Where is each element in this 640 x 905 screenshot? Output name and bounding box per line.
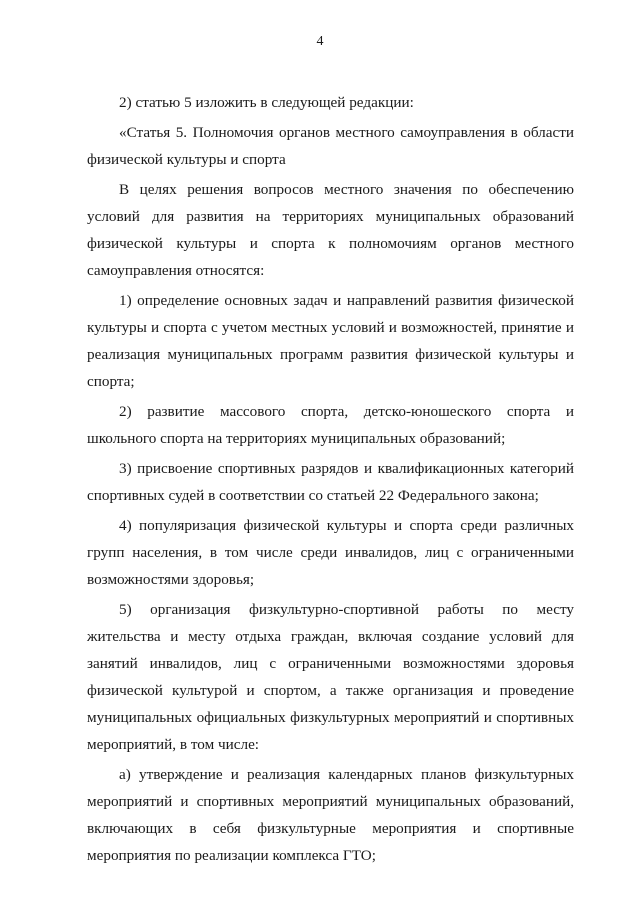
list-item-1: 1) определение основных задач и направлений развития физической культуры и спорта с учетом местных условий и возможностей, принятие и реализация муниципальных программ развития физической культуры и спорта; bbox=[87, 292, 574, 390]
page-number: 4 bbox=[316, 34, 324, 49]
list-item-4: 4) популяризация физической культуры и спорта среди различных групп населения, в том числе среди инвалидов, лиц с ограниченными возможностями здоровья; bbox=[87, 517, 574, 588]
paragraph-preamble: В целях решения вопросов местного значения по обеспечению условий для развития на территориях муниципальных образований физической культуры и спорта к полномочиям органов местного самоуправления относятся: bbox=[87, 181, 574, 279]
list-item-3: 3) присвоение спортивных разрядов и квалификационных категорий спортивных судей в соответствии со статьей 22 Федерального закона; bbox=[87, 460, 574, 504]
list-item-5: 5) организация физкультурно-спортивной работы по месту жительства и месту отдыха граждан, включая создание условий для занятий инвалидов, лиц с ограниченными возможностями здоровья физической культурой и спортом, а также организация и проведение муниципальных официальных физкультурных мероприятий и спортивных мероприятий, в том числе: bbox=[87, 601, 574, 753]
list-item-2: 2) развитие массового спорта, детско-юношеского спорта и школьного спорта на территориях муниципальных образований; bbox=[87, 403, 574, 447]
paragraph-article-title: «Статья 5. Полномочия органов местного самоуправления в области физической культуры и спорта bbox=[87, 124, 574, 168]
document-body bbox=[87, 89, 574, 869]
sub-item-a: а) утверждение и реализация календарных планов физкультурных мероприятий и спортивных мероприятий муниципальных образований, включающих в себя физкультурные мероприятия и спортивные мероприятия по реализации комплекса ГТО; bbox=[87, 766, 574, 864]
paragraph-amendment-intro: 2) статью 5 изложить в следующей редакции: bbox=[119, 94, 414, 111]
